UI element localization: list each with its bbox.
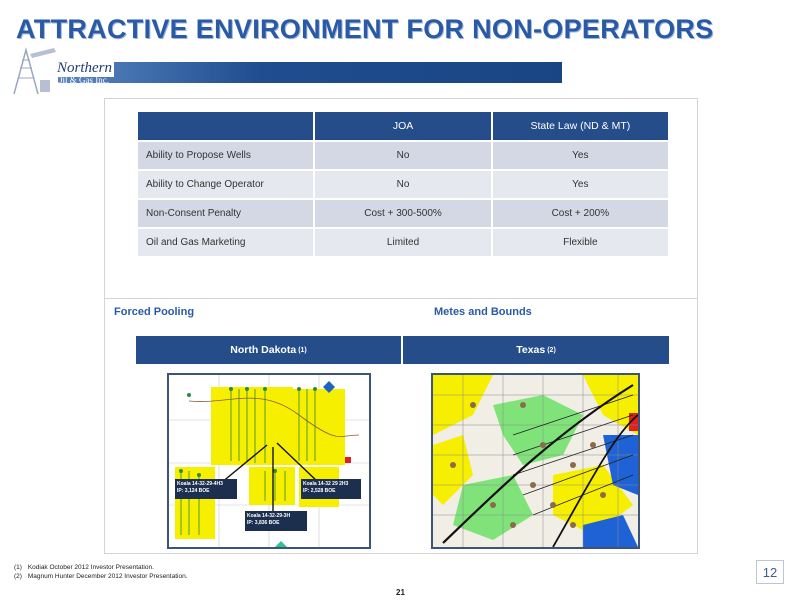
slide-number: 12 [756,560,784,584]
table-cell: Flexible [493,229,668,256]
header-bar [58,62,562,83]
north-dakota-label: North Dakota [230,344,297,356]
well-label-line: IP: 3,836 BOE [247,520,280,526]
well-label-line: Koala 14-32 29 2H3 [303,481,349,487]
table-header-cell: State Law (ND & MT) [493,112,668,140]
section-divider [104,298,698,299]
logo-subtitle: Oil & Gas Inc. [56,75,109,85]
table-row [138,142,668,169]
forced-pooling-label: Forced Pooling [114,306,195,318]
table-header-cell [138,112,313,140]
footnote [14,563,188,572]
well-label-2h3 [303,481,363,495]
well-label-3h [247,513,307,527]
north-dakota-map [167,373,371,549]
well-label-4h3 [177,481,237,495]
north-dakota-header [136,336,401,364]
metes-and-bounds-label: Metes and Bounds [434,306,532,318]
north-dakota-footnote-ref: (1) [298,346,307,354]
footnote-text: Kodiak October 2012 Investor Presentation. [27,564,154,571]
table-cell: Cost + 300-500% [315,200,490,227]
footnote [14,572,188,581]
texas-header [403,336,669,364]
footnote-number: (1) [14,564,22,571]
table-cell: Cost + 200% [493,200,668,227]
footnote-number: (2) [14,573,22,580]
row-label: Ability to Change Operator [138,171,313,198]
footnotes [14,563,188,581]
well-label-line: Koala 14-32-29-4H3 [177,481,223,487]
well-label-line: Koala 14-32-29-3H [247,513,291,519]
table-header-row [138,112,668,140]
row-label: Non-Consent Penalty [138,200,313,227]
table-header-cell: JOA [315,112,490,140]
table-cell: Yes [493,171,668,198]
page-title: ATTRACTIVE ENVIRONMENT FOR NON-OPERATORS [16,14,714,44]
logo-name: Northern [57,60,113,76]
well-label-line: IP: 2,528 BOE [303,488,336,494]
well-label-line: IP: 3,124 BOE [177,488,210,494]
row-label: Ability to Propose Wells [138,142,313,169]
texas-label: Texas [516,344,546,356]
table-cell: Yes [493,142,668,169]
table-cell: No [315,171,490,198]
row-label: Oil and Gas Marketing [138,229,313,256]
table-cell: Limited [315,229,490,256]
comparison-table [136,110,670,258]
texas-map [431,373,640,549]
texas-footnote-ref: (2) [547,346,556,354]
page-number: 21 [396,588,405,597]
footnote-text: Magnum Hunter December 2012 Investor Presentation. [27,573,188,580]
table-row [138,200,668,227]
table-cell: No [315,142,490,169]
table-row [138,229,668,256]
table-row [138,171,668,198]
